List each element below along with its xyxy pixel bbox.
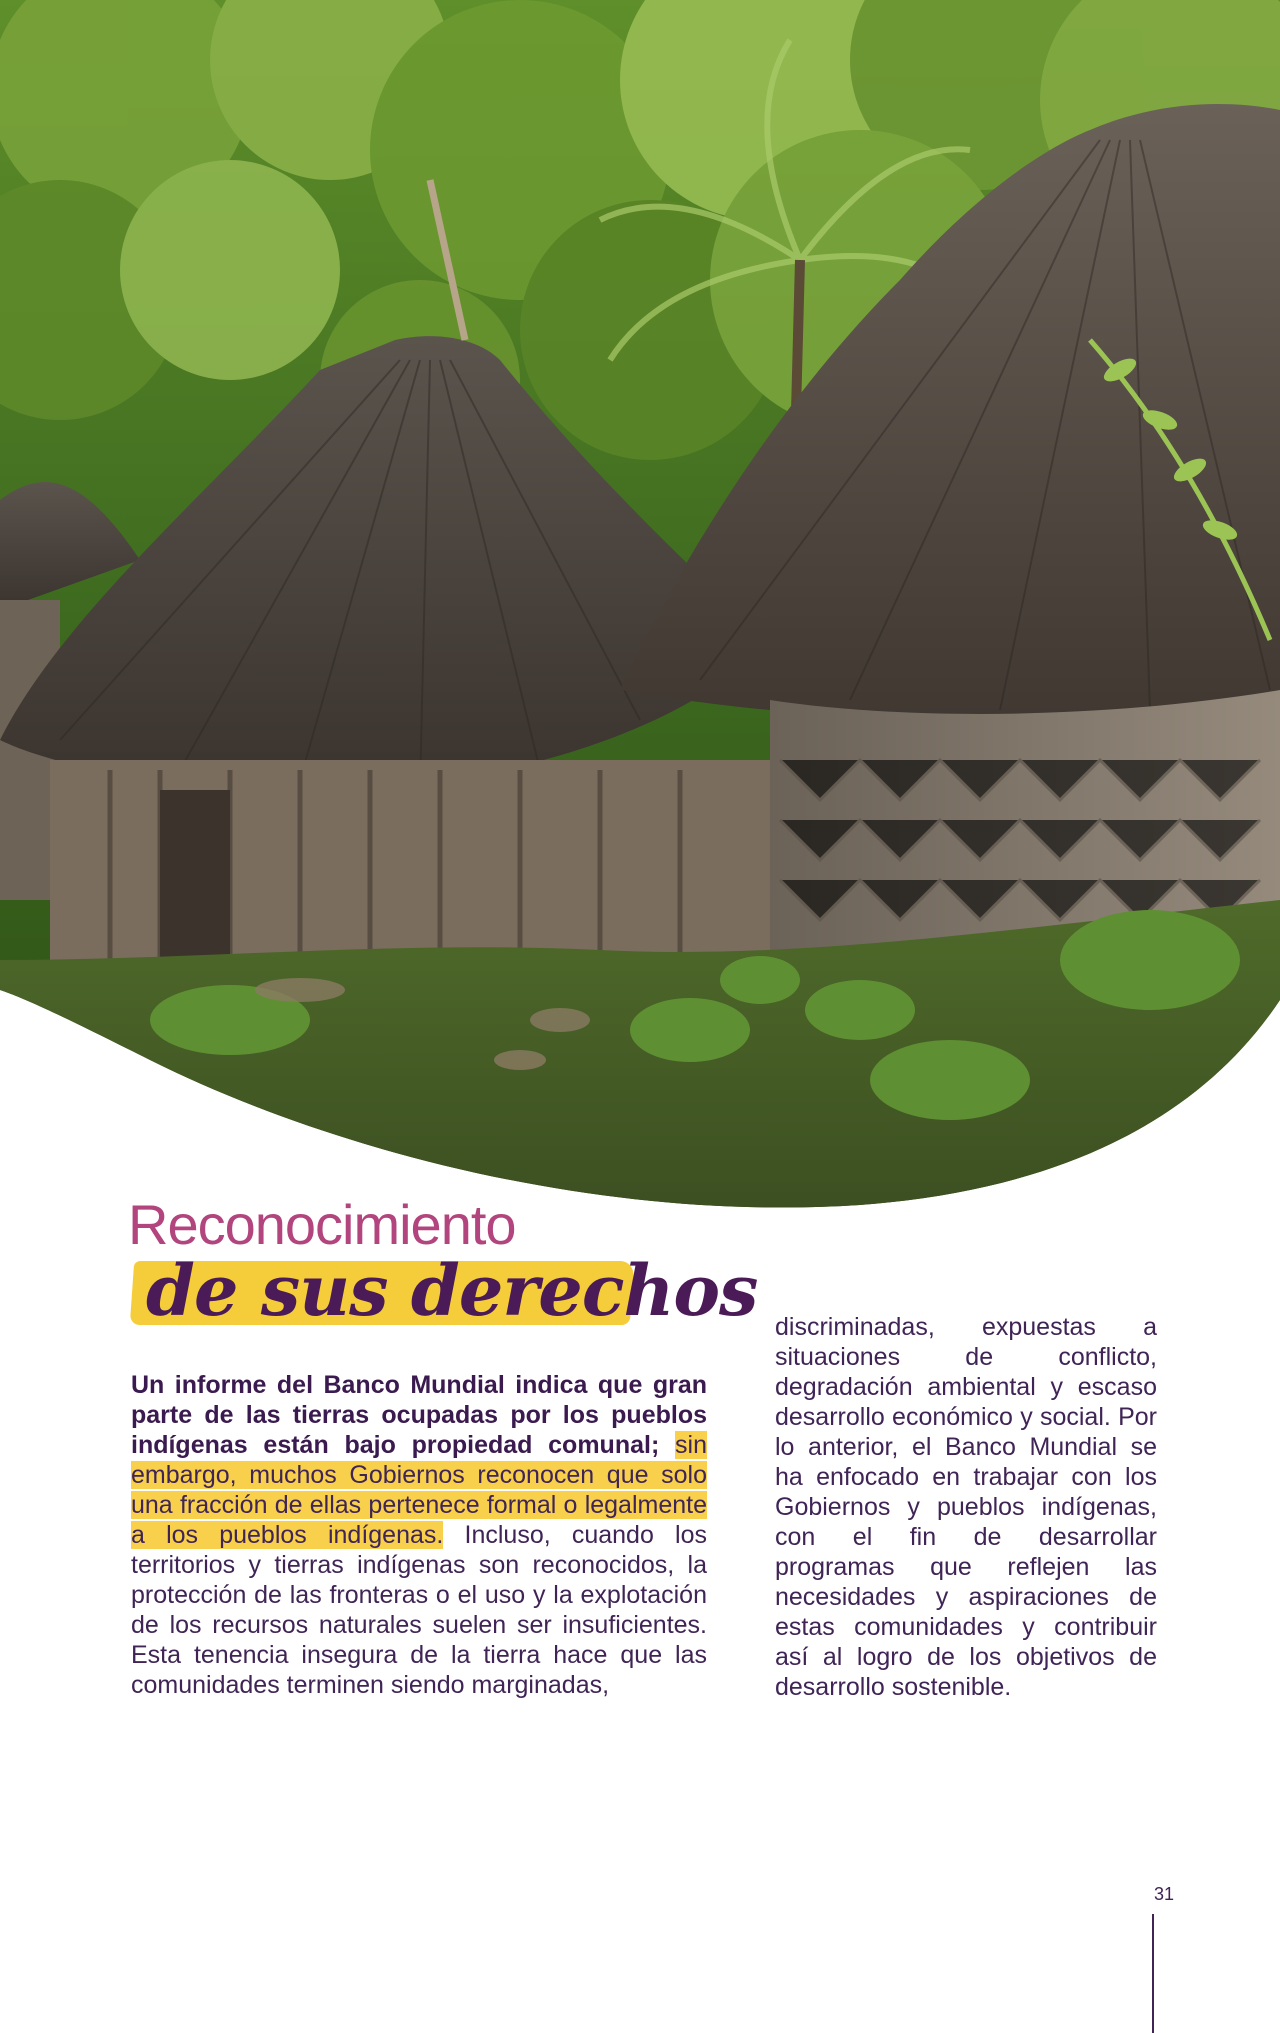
heading-line-1: Reconocimiento	[128, 1193, 516, 1256]
highlighted-text: sin embargo, muchos Gobiernos reconocen que solo una fracción de ellas pertenece formal o legalmente a los pueblos indígenas.	[131, 1431, 707, 1549]
page-number-rule	[1152, 1914, 1154, 2033]
heading-line-2: de sus derechos	[146, 1249, 758, 1332]
continuation-paragraph: discriminadas, expuestas a situaciones de conflicto, degradación ambiental y escaso desarrollo económico y social. Por lo anterior, el Banco Mundial se ha enfocado en trabajar con los Gobiernos y pueblos indígenas, con el fin de desarrollar programas que reflejen las necesidades y aspiraciones de estas comunidades y contribuir así al logro de los objetivos de desarrollo sostenible.	[775, 1313, 1157, 1701]
page-number: 31	[1153, 1884, 1175, 1904]
body-paragraph	[131, 1370, 707, 1700]
body-column-left	[131, 1370, 707, 1700]
body-text: Incluso, cuando los territorios y tierras indígenas son reconocidos, la protección de las fronteras o el uso y la explotación de los recursos naturales suelen ser insuficientes. Esta tenencia insegura de la tierra hace que las comunidades terminen siendo marginadas,	[131, 1521, 707, 1699]
section-heading	[128, 1193, 758, 1345]
lead-text: Un informe del Banco Mundial indica que gran parte de las tierras ocupadas por los pueblos indígenas están bajo propiedad comunal;	[131, 1371, 707, 1459]
body-column-right	[775, 1312, 1157, 1702]
